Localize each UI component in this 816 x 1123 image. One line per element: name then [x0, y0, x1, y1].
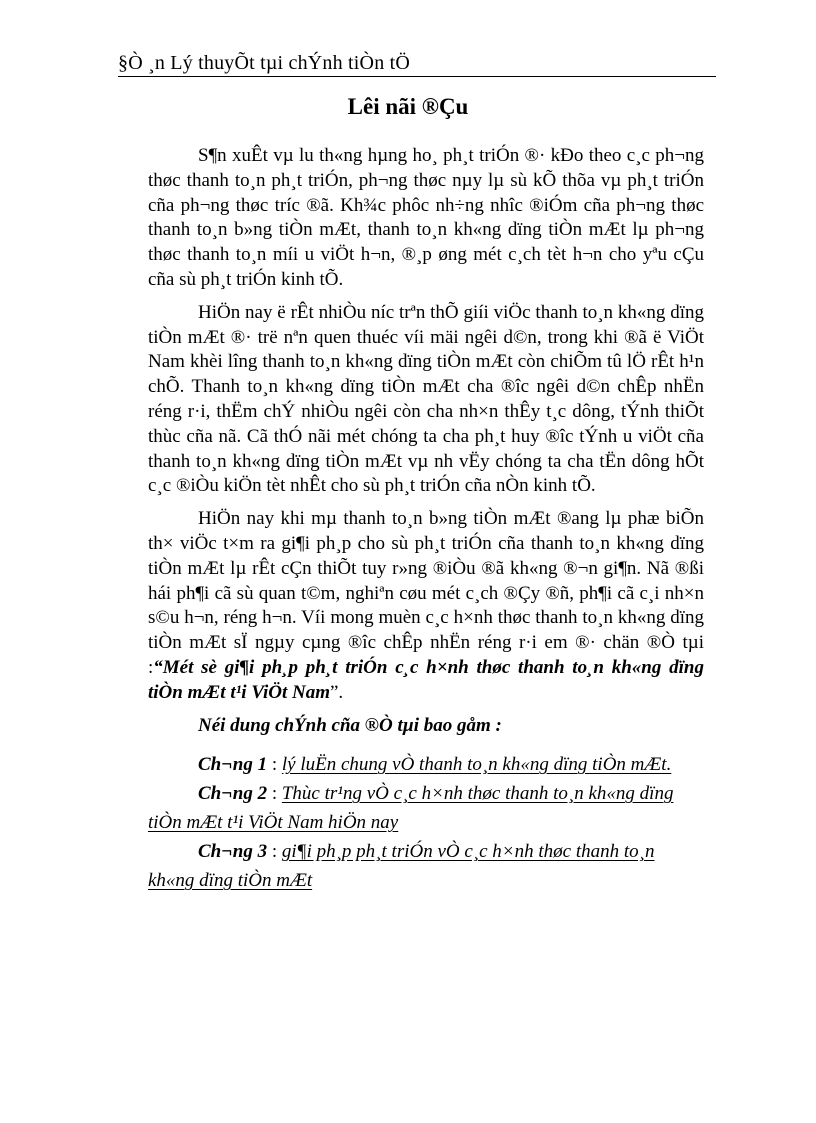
chapter-title: Thùc tr¹ng vÒ c¸c h×nh thøc thanh to¸n kh«ng dïng tiÒn mÆt t¹i ViÖt Nam hiÖn nay [148, 783, 674, 834]
contents-intro-text: Néi dung chÝnh cña ®Ò tµi bao gåm : [198, 714, 502, 736]
contents-intro [148, 714, 704, 739]
paragraph-3 [148, 507, 704, 705]
chapter-label: Ch¬ng 2 [198, 783, 268, 805]
chapter-sep: : [267, 783, 282, 805]
chapter-sep: : [267, 841, 282, 863]
chapter-2 [148, 779, 704, 837]
chapter-sep: : [267, 754, 282, 776]
chapter-3 [148, 837, 704, 895]
header-rule [118, 76, 716, 77]
topic-close: ”. [330, 681, 344, 703]
paragraph-1: S¶n xuÊt vµ lu th«ng hµng ho¸ ph¸t triÓn ®· kÐo theo c¸c ph¬ng thøc thanh to¸n ph¸t triÓn, ph¬ng thøc nµy lµ sù kÕ thõa vµ ph¸t triÓn cña ph¬ng thøc tríc ®ã. Kh¾c phôc nh÷ng nhîc ®iÓm cña ph¬ng thøc thanh to¸n b»ng tiÒn mÆt, thanh to¸n kh«ng dïng tiÒn mÆt lµ ph¬ng thøc thanh to¸n míi u viÖt h¬n, ®¸p øng mét c¸ch tèt h¬n cho yªu cÇu cña sù ph¸t triÓn kinh tÕ. [148, 145, 704, 290]
page-title: Lêi nãi ®Çu [347, 94, 469, 119]
body-text [148, 144, 704, 895]
running-header: §Ò ¸n Lý thuyÕt tµi chÝnh tiÒn tÖ [118, 52, 410, 74]
chapter-title: gi¶i ph¸p ph¸t triÓn vÒ c¸c h×nh thøc thanh to¸n kh«ng dïng tiÒn mÆt [148, 841, 655, 892]
chapter-label: Ch¬ng 1 [198, 754, 268, 776]
chapter-label: Ch¬ng 3 [198, 841, 268, 863]
chapter-1 [148, 750, 704, 779]
paragraph-3-text: HiÖn nay khi mµ thanh to¸n b»ng tiÒn mÆt ®ang lµ phæ biÕn th× viÖc t×m ra gi¶i ph¸p cho sù ph¸t triÓn cña thanh to¸n kh«ng dïng tiÒn mÆt lµ rÊt cÇn thiÕt tuy r»ng ®iÒu ®ã kh«ng ®¬n gi¶n. Nã ®ßi hái ph¶i cã sù quan t©m, nghiªn cøu mét c¸ch ®Çy ®ñ, ph¶i cã c¸i nh×n s©u h¬n, réng h¬n. Víi mong muèn c¸c h×nh thøc thanh to¸n kh«ng dïng tiÒn mÆt sÏ ngµy cµng ®îc chÊp nhËn réng r·i em ®· chän ®Ò tµi : [148, 508, 704, 678]
paragraph-2: HiÖn nay ë rÊt nhiÒu níc trªn thÕ giíi viÖc thanh to¸n kh«ng dïng tiÒn mÆt ®· trë nªn quen thuéc víi mäi ngêi d©n, trong khi ®ã ë ViÖt Nam khèi lîng thanh to¸n kh«ng dïng tiÒn mÆt còn chiÕm tû lÖ rÊt h¹n chÕ. Thanh to¸n kh«ng dïng tiÒn mÆt cha ®îc ngêi d©n chÊp nhËn réng r·i, thËm chÝ nhiÒu ngêi còn cha nh×n thÊy t¸c dông, tÝnh thiÕt thùc cña nã. Cã thÓ nãi mét chóng ta cha ph¸t huy ®îc tÝnh u viÖt cña thanh to¸n kh«ng dïng tiÒn mÆt vµ nh vËy chóng ta cha tËn dông hÕt c¸c ®iÒu kiÖn tèt nhÊt cho sù ph¸t triÓn cña nÒn kinh tÕ. [148, 301, 704, 497]
topic-title: “Mét sè gi¶i ph¸p ph¸t triÓn c¸c h×nh thøc thanh to¸n kh«ng dïng tiÒn mÆt t¹i ViÖt Nam [148, 656, 704, 703]
chapter-title: lý luËn chung vÒ thanh to¸n kh«ng dïng tiÒn mÆt. [281, 754, 672, 776]
